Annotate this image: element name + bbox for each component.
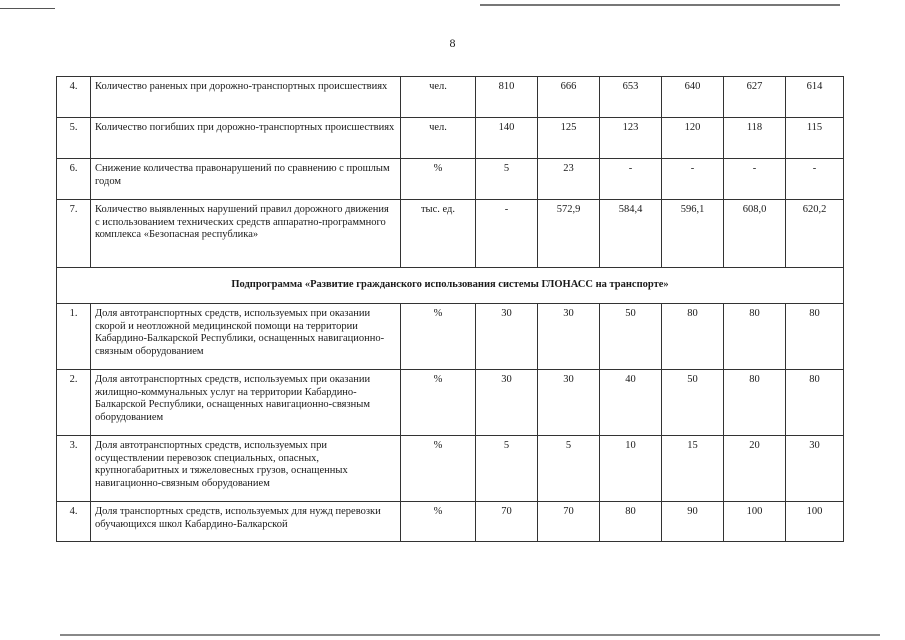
indicator-value: 10 [600,436,662,502]
page-number: 8 [449,36,456,50]
row-number: 2. [57,370,91,436]
indicator-value: - [476,200,538,268]
indicator-value: 118 [724,118,786,159]
scan-artifact-top-right [480,4,840,6]
indicator-value: 50 [600,304,662,370]
unit-of-measure: % [401,370,476,436]
indicator-value: 608,0 [724,200,786,268]
unit-of-measure: % [401,502,476,542]
indicator-value: 30 [476,370,538,436]
indicator-value: 80 [600,502,662,542]
indicator-value: - [724,159,786,200]
indicator-value: 640 [662,77,724,118]
table-row [57,159,844,200]
indicator-value: 810 [476,77,538,118]
unit-of-measure: тыс. ед. [401,200,476,268]
indicator-name: Доля автотранспортных средств, используемых при оказании скорой и неотложной медицинской помощи на территории Кабардино-Балкарской Республики, оснащенных навигационно-связным оборудованием [91,304,401,370]
row-number: 4. [57,77,91,118]
indicator-value: 15 [662,436,724,502]
unit-of-measure: % [401,304,476,370]
table-row [57,304,844,370]
indicator-value: 5 [538,436,600,502]
indicator-value: 80 [786,304,844,370]
indicator-value: 20 [724,436,786,502]
indicator-value: 70 [538,502,600,542]
row-number: 1. [57,304,91,370]
indicator-name: Количество выявленных нарушений правил дорожного движения с использованием технических средств аппаратно-программного комплекса «Безопасная республика» [91,200,401,268]
indicator-value: 123 [600,118,662,159]
indicator-value: 100 [724,502,786,542]
indicator-value: - [600,159,662,200]
indicator-name: Доля автотранспортных средств, используемых при оказании жилищно-коммунальных услуг на территории Кабардино-Балкарской Республики, оснащенных навигационно-связным оборудованием [91,370,401,436]
indicator-value: - [786,159,844,200]
indicator-value: 30 [538,370,600,436]
scan-artifact-bottom [60,634,880,636]
indicator-value: 5 [476,159,538,200]
indicator-value: 584,4 [600,200,662,268]
indicator-value: 120 [662,118,724,159]
table-row [57,436,844,502]
indicator-value: 30 [476,304,538,370]
indicator-value: 90 [662,502,724,542]
table-row [57,370,844,436]
indicator-value: 5 [476,436,538,502]
table-row [57,502,844,542]
indicator-value: 596,1 [662,200,724,268]
row-number: 6. [57,159,91,200]
indicator-value: 50 [662,370,724,436]
scan-artifact-top-left [0,8,55,9]
indicator-value: 627 [724,77,786,118]
indicator-value: 666 [538,77,600,118]
indicator-value: 30 [786,436,844,502]
row-number: 4. [57,502,91,542]
section-row [57,268,844,304]
indicator-value: 620,2 [786,200,844,268]
indicators-table [56,76,844,542]
unit-of-measure: чел. [401,77,476,118]
indicator-name: Количество погибших при дорожно-транспортных происшествиях [91,118,401,159]
unit-of-measure: % [401,159,476,200]
indicator-value: 30 [538,304,600,370]
unit-of-measure: чел. [401,118,476,159]
indicator-value: 80 [724,304,786,370]
row-number: 3. [57,436,91,502]
table-row [57,118,844,159]
indicator-value: 40 [600,370,662,436]
table-row [57,77,844,118]
indicator-value: 572,9 [538,200,600,268]
indicator-value: 70 [476,502,538,542]
indicator-value: 140 [476,118,538,159]
row-number: 7. [57,200,91,268]
indicator-value: 100 [786,502,844,542]
indicator-value: 125 [538,118,600,159]
indicator-value: 80 [786,370,844,436]
indicator-value: 80 [724,370,786,436]
indicator-value: 653 [600,77,662,118]
indicator-value: - [662,159,724,200]
table-row [57,200,844,268]
indicator-value: 80 [662,304,724,370]
row-number: 5. [57,118,91,159]
section-title: Подпрограмма «Развитие гражданского использования системы ГЛОНАСС на транспорте» [57,268,844,304]
unit-of-measure: % [401,436,476,502]
indicator-name: Снижение количества правонарушений по сравнению с прошлым годом [91,159,401,200]
indicator-value: 23 [538,159,600,200]
indicator-value: 115 [786,118,844,159]
indicator-value: 614 [786,77,844,118]
indicator-name: Доля транспортных средств, используемых для нужд перевозки обучающихся школ Кабардино-Балкарской [91,502,401,542]
indicator-name: Доля автотранспортных средств, используемых при осуществлении перевозок специальных, опасных, крупногабаритных и тяжеловесных грузов, оснащенных навигационно-связным оборудованием [91,436,401,502]
indicator-name: Количество раненых при дорожно-транспортных происшествиях [91,77,401,118]
